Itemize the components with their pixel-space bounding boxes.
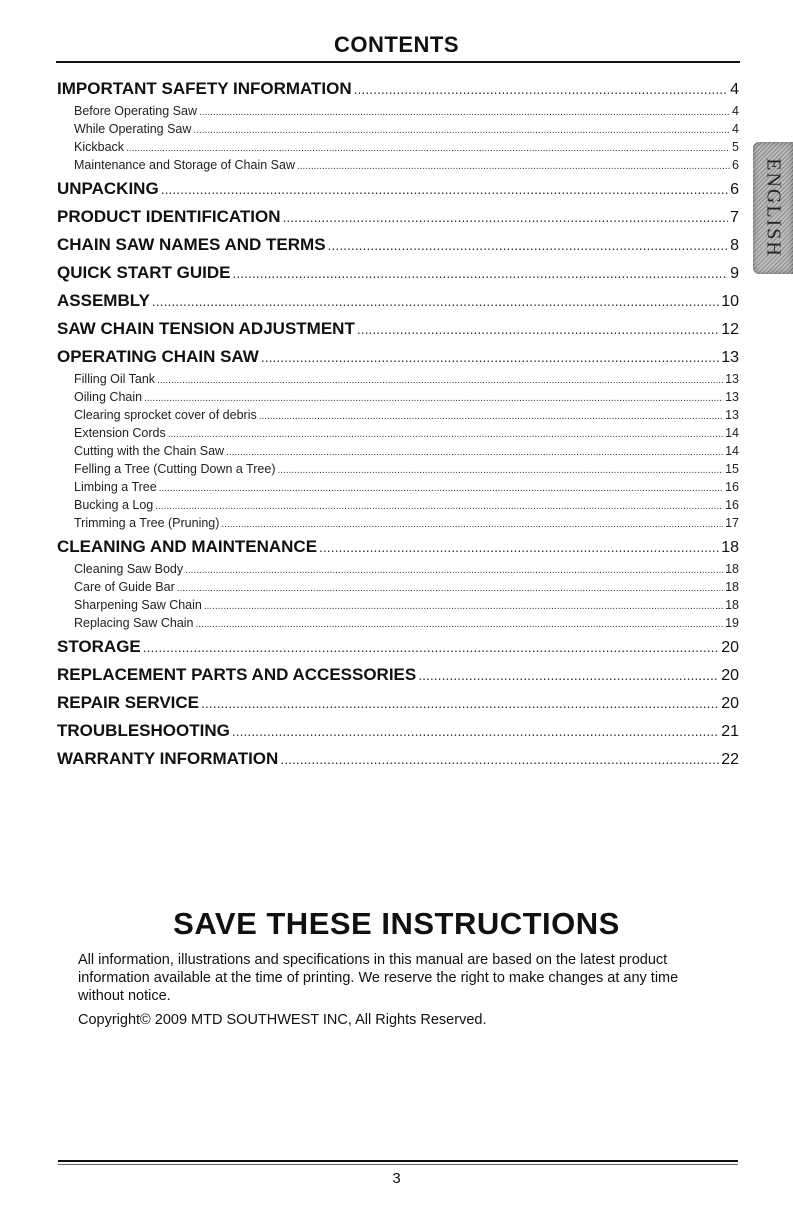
dot-leader — [261, 344, 719, 370]
dot-leader — [159, 480, 723, 498]
toc-subsection-entry — [57, 496, 739, 514]
toc-subsection-entry — [57, 388, 739, 406]
dot-leader — [193, 122, 730, 140]
toc-entry-page: 20 — [721, 695, 739, 712]
dot-leader — [143, 634, 719, 660]
dot-leader — [152, 288, 719, 314]
dot-leader — [232, 718, 719, 744]
dot-leader — [232, 260, 728, 286]
toc-entry-page: 15 — [725, 462, 739, 476]
page-title: CONTENTS — [334, 32, 459, 57]
toc-entry-label: ASSEMBLY — [57, 291, 150, 310]
copyright-text: Copyright© 2009 MTD SOUTHWEST INC, All Rights Reserved. — [78, 1012, 487, 1028]
toc-subsection-entry — [57, 514, 739, 532]
toc-entry-label: STORAGE — [57, 637, 141, 656]
toc-entry-label: While Operating Saw — [74, 122, 192, 136]
dot-leader — [283, 204, 729, 230]
toc-subsection-entry — [57, 156, 739, 174]
toc-entry-label: IMPORTANT SAFETY INFORMATION — [57, 79, 352, 98]
toc-section-entry — [57, 534, 739, 560]
toc-subsection-entry — [57, 120, 739, 138]
dot-leader — [155, 498, 723, 516]
toc-subsection-entry — [57, 614, 739, 632]
toc-subsection-entry — [57, 578, 739, 596]
toc-entry-label: PRODUCT IDENTIFICATION — [57, 207, 281, 226]
page-number: 3 — [392, 1170, 401, 1187]
dot-leader — [226, 444, 723, 462]
toc-section-entry — [57, 232, 739, 258]
toc-entry-page: 18 — [721, 539, 739, 556]
toc-entry-page: 10 — [721, 293, 739, 310]
toc-entry-page: 20 — [721, 639, 739, 656]
disclaimer-text: All information, illustrations and specifications in this manual are based on the latest product information available at the time of printing. We reserve the right to make changes at any time without notice. — [78, 952, 679, 1004]
toc-entry-page: 7 — [730, 209, 739, 226]
toc-entry-page: 14 — [725, 444, 739, 458]
footer-divider-thin — [58, 1164, 738, 1165]
toc-section-entry — [57, 690, 739, 716]
toc-entry-page: 12 — [721, 321, 739, 338]
toc-subsection-entry — [57, 442, 739, 460]
toc-entry-page: 21 — [721, 723, 739, 740]
toc-entry-label: Sharpening Saw Chain — [74, 598, 202, 612]
dot-leader — [280, 746, 719, 772]
toc-entry-label: Before Operating Saw — [74, 104, 197, 118]
toc-entry-label: TROUBLESHOOTING — [57, 721, 230, 740]
title-divider — [56, 61, 740, 63]
dot-leader — [157, 372, 723, 390]
dot-leader — [297, 158, 730, 176]
dot-leader — [357, 316, 719, 342]
toc-entry-page: 5 — [732, 140, 739, 154]
toc-subsection-entry — [57, 560, 739, 578]
toc-entry-page: 16 — [725, 498, 739, 512]
language-tab — [753, 142, 793, 274]
dot-leader — [328, 232, 729, 258]
toc-entry-label: Limbing a Tree — [74, 480, 157, 494]
toc-entry-label: Replacing Saw Chain — [74, 616, 194, 630]
toc-entry-label: Trimming a Tree (Pruning) — [74, 516, 220, 530]
toc-entry-label: CHAIN SAW NAMES AND TERMS — [57, 235, 326, 254]
toc-entry-page: 4 — [732, 122, 739, 136]
toc-subsection-entry — [57, 102, 739, 120]
dot-leader — [319, 534, 719, 560]
dot-leader — [204, 598, 723, 616]
toc-entry-label: SAW CHAIN TENSION ADJUSTMENT — [57, 319, 355, 338]
toc-entry-page: 18 — [725, 598, 739, 612]
toc-subsection-entry — [57, 406, 739, 424]
toc-entry-page: 8 — [730, 237, 739, 254]
toc-entry-label: OPERATING CHAIN SAW — [57, 347, 259, 366]
toc-entry-page: 14 — [725, 426, 739, 440]
toc-entry-page: 18 — [725, 580, 739, 594]
toc-subsection-entry — [57, 460, 739, 478]
toc-entry-page: 16 — [725, 480, 739, 494]
dot-leader — [354, 76, 728, 102]
toc-section-entry — [57, 176, 739, 202]
toc-subsection-entry — [57, 370, 739, 388]
toc-entry-label: Extension Cords — [74, 426, 166, 440]
toc-entry-page: 18 — [725, 562, 739, 576]
toc-entry-page: 13 — [725, 372, 739, 386]
toc-entry-label: REPLACEMENT PARTS AND ACCESSORIES — [57, 665, 417, 684]
toc-entry-label: Felling a Tree (Cutting Down a Tree) — [74, 462, 276, 476]
toc-entry-label: UNPACKING — [57, 179, 159, 198]
dot-leader — [418, 662, 719, 688]
toc-entry-page: 4 — [730, 81, 739, 98]
toc-section-entry — [57, 344, 739, 370]
footer-divider — [58, 1160, 738, 1162]
toc-entry-label: WARRANTY INFORMATION — [57, 749, 279, 768]
toc-entry-label: Cutting with the Chain Saw — [74, 444, 225, 458]
dot-leader — [277, 462, 723, 480]
toc-subsection-entry — [57, 424, 739, 442]
toc-entry-page: 13 — [721, 349, 739, 366]
toc-entry-label: QUICK START GUIDE — [57, 263, 231, 282]
save-instructions-heading: SAVE THESE INSTRUCTIONS — [173, 906, 620, 941]
table-of-contents — [57, 74, 739, 772]
toc-entry-label: Cleaning Saw Body — [74, 562, 184, 576]
toc-section-entry — [57, 662, 739, 688]
toc-entry-page: 9 — [730, 265, 739, 282]
toc-entry-label: Filling Oil Tank — [74, 372, 156, 386]
toc-entry-label: Care of Guide Bar — [74, 580, 175, 594]
dot-leader — [161, 176, 728, 202]
toc-entry-page: 22 — [721, 751, 739, 768]
toc-entry-page: 13 — [725, 390, 739, 404]
toc-entry-label: Kickback — [74, 140, 125, 154]
toc-entry-page: 6 — [730, 181, 739, 198]
toc-section-entry — [57, 260, 739, 286]
toc-section-entry — [57, 316, 739, 342]
dot-leader — [201, 690, 719, 716]
toc-section-entry — [57, 746, 739, 772]
toc-section-entry — [57, 634, 739, 660]
toc-section-entry — [57, 718, 739, 744]
dot-leader — [221, 516, 723, 534]
toc-entry-label: CLEANING AND MAINTENANCE — [57, 537, 318, 556]
toc-entry-label: Bucking a Log — [74, 498, 154, 512]
dot-leader — [177, 580, 723, 598]
dot-leader — [199, 104, 730, 122]
toc-subsection-entry — [57, 138, 739, 156]
dot-leader — [196, 616, 724, 634]
toc-entry-page: 6 — [732, 158, 739, 172]
toc-entry-page: 17 — [725, 516, 739, 530]
toc-entry-page: 20 — [721, 667, 739, 684]
toc-entry-page: 4 — [732, 104, 739, 118]
toc-subsection-entry — [57, 478, 739, 496]
toc-entry-page: 13 — [725, 408, 739, 422]
toc-section-entry — [57, 76, 739, 102]
toc-entry-page: 19 — [725, 616, 739, 630]
toc-entry-label: Maintenance and Storage of Chain Saw — [74, 158, 295, 172]
toc-entry-label: Clearing sprocket cover of debris — [74, 408, 257, 422]
toc-entry-label: REPAIR SERVICE — [57, 693, 200, 712]
dot-leader — [168, 426, 723, 444]
toc-subsection-entry — [57, 596, 739, 614]
toc-section-entry — [57, 204, 739, 230]
dot-leader — [259, 408, 723, 426]
language-tab-label: ENGLISH — [762, 158, 785, 258]
toc-section-entry — [57, 288, 739, 314]
dot-leader — [185, 562, 723, 580]
toc-entry-label: Oiling Chain — [74, 390, 143, 404]
